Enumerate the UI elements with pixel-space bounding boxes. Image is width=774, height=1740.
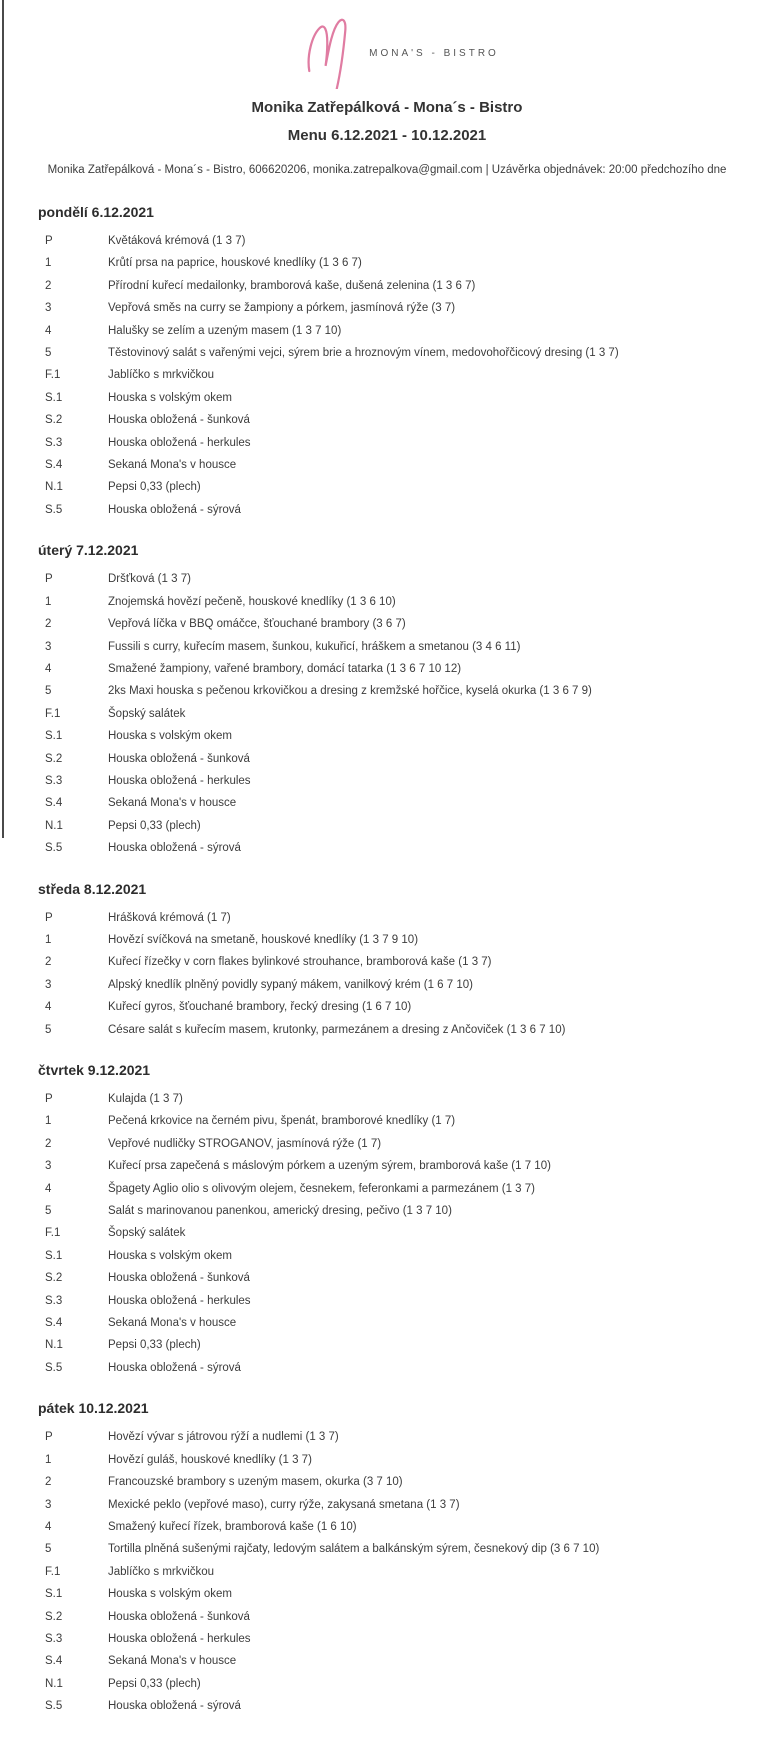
monogram-m-icon: [303, 17, 355, 89]
item-text: Kuřecí prsa zapečená s máslovým pórkem a uzeným sýrem, bramborová kaše (1 7 10): [108, 1160, 551, 1173]
menu-row: [38, 680, 774, 702]
menu-row: [38, 1628, 774, 1650]
item-text: Houska s volským okem: [108, 1588, 232, 1601]
item-code: 5: [45, 1023, 52, 1036]
item-text: Pepsi 0,33 (plech): [108, 481, 201, 494]
menu-row: [38, 996, 774, 1018]
item-code: 4: [45, 1001, 52, 1014]
item-code: S.3: [45, 1632, 63, 1645]
item-code: P: [45, 235, 53, 247]
menu-row: [38, 454, 774, 476]
item-code: 5: [45, 1205, 52, 1218]
item-text: Mexické peklo (vepřové maso), curry rýže, zakysaná smetana (1 3 7): [108, 1498, 460, 1511]
menu-row: [38, 1561, 774, 1583]
item-text: Houska obložená - herkules: [108, 1294, 251, 1307]
item-text: Sekaná Mona's v housce: [108, 459, 237, 472]
item-code: P: [45, 573, 53, 586]
item-text: Hovězí svíčková na smetaně, houskové knedlíky (1 3 7 9 10): [108, 933, 419, 946]
menu-row: [38, 409, 774, 431]
item-text: Houska obložená - herkules: [108, 1632, 251, 1645]
menu-row: [38, 568, 774, 590]
item-code: 5: [45, 685, 52, 698]
menu-row: [38, 1449, 774, 1471]
menu-row: [38, 591, 774, 613]
item-text: Houska s volským okem: [108, 1249, 232, 1262]
day-section: [38, 1398, 774, 1717]
item-text: Houska obložená - sýrová: [108, 1700, 241, 1713]
menu-days: [0, 202, 774, 1718]
item-code: S.5: [45, 1700, 63, 1713]
menu-row: [38, 1133, 774, 1155]
item-text: Tortilla plněná sušenými rajčaty, ledovým salátem a balkánským sýrem, česnekový dip (3 6 7 10): [108, 1543, 600, 1556]
day-rows: [38, 1088, 774, 1379]
item-text: Sekaná Mona's v housce: [108, 1317, 237, 1330]
menu-row: [38, 929, 774, 951]
item-text: Césare salát s kuřecím masem, krutonky, parmezánem a dresing z Ančoviček (1 3 6 7 10): [108, 1023, 566, 1036]
day-section: [38, 1060, 774, 1379]
day-rows: [38, 230, 774, 521]
item-text: Špagety Aglio olio s olivovým olejem, česnekem, feferonkami a parmezánem (1 3 7): [108, 1182, 535, 1195]
day-rows: [38, 907, 774, 1041]
menu-row: [38, 1088, 774, 1110]
item-text: Dršťková (1 3 7): [108, 573, 191, 586]
menu-row: [38, 1516, 774, 1538]
menu-row: [38, 636, 774, 658]
menu-row: [38, 725, 774, 747]
item-code: F.1: [45, 1565, 61, 1578]
item-code: S.2: [45, 414, 63, 427]
menu-row: [38, 951, 774, 973]
item-text: Houska obložená - sýrová: [108, 1361, 241, 1374]
menu-row: [38, 1426, 774, 1448]
day-header: úterý 7.12.2021: [38, 542, 139, 559]
menu-row: [38, 1357, 774, 1379]
item-code: S.4: [45, 459, 63, 472]
item-text: Kulajda (1 3 7): [108, 1093, 183, 1105]
day-section: [38, 540, 774, 859]
item-code: 2: [45, 279, 52, 292]
item-text: Pepsi 0,33 (plech): [108, 1677, 201, 1690]
item-text: Pepsi 0,33 (plech): [108, 819, 201, 832]
item-code: 3: [45, 640, 52, 653]
item-text: Kuřecí řízečky v corn flakes bylinkové strouhance, bramborová kaše (1 3 7): [108, 956, 492, 969]
menu-row: [38, 658, 774, 680]
menu-row: [38, 1019, 774, 1041]
item-text: Pepsi 0,33 (plech): [108, 1339, 201, 1352]
menu-row: [38, 275, 774, 297]
item-text: Houska obložená - šunková: [108, 1272, 250, 1285]
item-code: S.5: [45, 1361, 63, 1374]
item-text: Salát s marinovanou panenkou, americký dresing, pečivo (1 3 7 10): [108, 1205, 452, 1218]
menu-row: [38, 1290, 774, 1312]
item-text: Houska obložená - šunková: [108, 414, 250, 427]
item-code: F.1: [45, 369, 61, 382]
day-header: pátek 10.12.2021: [38, 1400, 149, 1417]
menu-row: [38, 1606, 774, 1628]
item-text: Houska s volským okem: [108, 391, 232, 404]
menu-row: [38, 748, 774, 770]
item-code: S.2: [45, 1272, 63, 1285]
item-text: Jablíčko s mrkvičkou: [108, 1565, 215, 1578]
menu-row: [38, 1200, 774, 1222]
item-code: S.4: [45, 797, 63, 810]
menu-row: [38, 792, 774, 814]
menu-row: [38, 364, 774, 386]
item-code: S.5: [45, 503, 63, 516]
page-title: Monika Zatřepálková - Mona´s - Bistro: [251, 99, 523, 116]
item-code: 4: [45, 662, 52, 675]
item-text: Francouzské brambory s uzeným masem, okurka (3 7 10): [108, 1476, 403, 1489]
menu-row: [38, 703, 774, 725]
day-section: [38, 202, 774, 521]
item-text: Hovězí vývar s játrovou rýží a nudlemi (1 3 7): [108, 1431, 339, 1444]
item-code: S.4: [45, 1317, 63, 1330]
menu-row: [38, 1110, 774, 1132]
item-text: Houska s volským okem: [108, 730, 232, 743]
item-code: P: [45, 1431, 53, 1444]
day-header: pondělí 6.12.2021: [38, 204, 154, 220]
menu-row: [38, 837, 774, 859]
item-code: 4: [45, 1520, 52, 1533]
item-text: Pečená krkovice na černém pivu, špenát, bramborové knedlíky (1 7): [108, 1115, 456, 1128]
menu-row: [38, 974, 774, 996]
item-text: Jablíčko s mrkvičkou: [108, 369, 215, 382]
item-text: Krůtí prsa na paprice, houskové knedlíky (1 3 6 7): [108, 257, 362, 270]
menu-row: [38, 815, 774, 837]
day-rows: [38, 1426, 774, 1717]
item-text: Houska obložená - sýrová: [108, 503, 241, 516]
page-header: [0, 0, 774, 178]
item-code: S.1: [45, 1588, 63, 1601]
item-text: Smažené žampiony, vařené brambory, domácí tatarka (1 3 6 7 10 12): [108, 662, 462, 675]
item-text: Šopský salátek: [108, 1227, 186, 1240]
menu-row: [38, 297, 774, 319]
item-text: Znojemská hovězí pečeně, houskové knedlíky (1 3 6 10): [108, 595, 396, 608]
item-code: S.3: [45, 1294, 63, 1307]
item-text: Kuřecí gyros, šťouchané brambory, řecký dresing (1 6 7 10): [108, 1001, 412, 1014]
item-code: N.1: [45, 819, 63, 832]
item-code: 3: [45, 978, 52, 991]
item-code: 5: [45, 1543, 52, 1556]
item-code: 1: [45, 1453, 52, 1466]
day-header: středa 8.12.2021: [38, 880, 147, 897]
menu-date-range: Menu 6.12.2021 - 10.12.2021: [287, 127, 487, 144]
item-text: Houska obložená - herkules: [108, 774, 251, 787]
item-code: 1: [45, 257, 52, 270]
item-text: Hovězí guláš, houskové knedlíky (1 3 7): [108, 1453, 312, 1466]
item-text: Houska obložená - šunková: [108, 752, 250, 765]
day-section: [38, 879, 774, 1041]
item-text: Těstovinový salát s vařenými vejci, sýrem brie a hroznovým vínem, medovohořčicový dresing (1 3 7): [108, 347, 619, 360]
menu-row: [38, 1538, 774, 1560]
item-text: Alpský knedlík plněný povidly sypaný mákem, vanilkový krém (1 6 7 10): [108, 978, 473, 991]
item-code: N.1: [45, 1339, 63, 1352]
menu-row: [38, 1155, 774, 1177]
item-code: 2: [45, 1476, 52, 1489]
item-code: 1: [45, 1115, 52, 1128]
menu-row: [38, 476, 774, 498]
monogram-m-stroke: [309, 20, 346, 89]
menu-row: [38, 1583, 774, 1605]
logo-wordmark: MONA'S - BISTRO: [369, 47, 499, 59]
item-code: 5: [45, 347, 52, 360]
item-code: 1: [45, 595, 52, 608]
item-text: Houska obložená - šunková: [108, 1610, 250, 1623]
item-code: N.1: [45, 481, 63, 494]
menu-row: [38, 1245, 774, 1267]
day-header: čtvrtek 9.12.2021: [38, 1062, 151, 1078]
menu-row: [38, 1312, 774, 1334]
item-code: S.4: [45, 1655, 63, 1668]
menu-row: [38, 770, 774, 792]
menu-row: [38, 1471, 774, 1493]
page-left-border: [2, 0, 4, 838]
item-code: S.3: [45, 436, 63, 449]
item-code: 4: [45, 1182, 52, 1195]
menu-row: [38, 499, 774, 521]
item-code: 1: [45, 933, 52, 946]
item-code: S.1: [45, 730, 63, 743]
item-text: 2ks Maxi houska s pečenou krkovičkou a dresing z kremžské hořčice, kyselá okurka (1 3 6 7 9): [108, 685, 592, 698]
menu-row: [38, 342, 774, 364]
menu-row: [38, 1178, 774, 1200]
bistro-logo: [14, 16, 774, 90]
menu-row: [38, 1695, 774, 1717]
item-code: P: [45, 911, 53, 924]
item-code: 3: [45, 1498, 52, 1511]
item-code: S.1: [45, 1249, 63, 1262]
item-text: Vepřové nudličky STROGANOV, jasmínová rýže (1 7): [108, 1137, 382, 1150]
menu-row: [38, 1650, 774, 1672]
menu-row: [38, 432, 774, 454]
menu-row: [38, 1334, 774, 1356]
item-code: 3: [45, 1160, 52, 1173]
item-code: S.1: [45, 391, 63, 404]
item-code: S.2: [45, 752, 63, 765]
item-text: Sekaná Mona's v housce: [108, 1655, 237, 1668]
item-text: Houska obložená - sýrová: [108, 842, 241, 855]
item-code: F.1: [45, 707, 61, 720]
menu-row: [38, 613, 774, 635]
menu-row: [38, 1222, 774, 1244]
item-text: Vepřová směs na curry se žampiony a pórkem, jasmínová rýže (3 7): [108, 302, 456, 315]
item-text: Smažený kuřecí řízek, bramborová kaše (1 6 10): [108, 1520, 357, 1533]
item-text: Houska obložená - herkules: [108, 436, 251, 449]
item-text: Fussili s curry, kuřecím masem, šunkou, kukuřicí, hráškem a smetanou (3 4 6 11): [108, 640, 521, 653]
item-code: S.2: [45, 1610, 63, 1623]
item-text: Sekaná Mona's v housce: [108, 797, 237, 810]
item-code: 4: [45, 324, 52, 337]
item-code: N.1: [45, 1677, 63, 1690]
item-text: Přírodní kuřecí medailonky, bramborová kaše, dušená zelenina (1 3 6 7): [108, 279, 476, 292]
item-code: F.1: [45, 1227, 61, 1240]
item-code: S.3: [45, 774, 63, 787]
item-text: Hrášková krémová (1 7): [108, 911, 231, 924]
item-text: Vepřová líčka v BBQ omáčce, šťouchané brambory (3 6 7): [108, 618, 406, 631]
item-text: Květáková krémová (1 3 7): [108, 235, 246, 247]
item-text: Šopský salátek: [108, 707, 186, 720]
item-code: S.5: [45, 842, 63, 855]
item-code: 3: [45, 302, 52, 315]
contact-line: Monika Zatřepálková - Mona´s - Bistro, 606620206, monika.zatrepalkova@gmail.com | Uzávěrka objednávek: 20:00 předchozího dne: [47, 164, 727, 176]
item-code: 2: [45, 618, 52, 631]
menu-row: [38, 230, 774, 252]
menu-row: [38, 1673, 774, 1695]
day-rows: [38, 568, 774, 859]
item-text: Halušky se zelím a uzeným masem (1 3 7 10): [108, 324, 342, 337]
menu-row: [38, 387, 774, 409]
item-code: P: [45, 1093, 53, 1105]
menu-row: [38, 252, 774, 274]
menu-row: [38, 320, 774, 342]
item-code: 2: [45, 956, 52, 969]
menu-row: [38, 1494, 774, 1516]
item-code: 2: [45, 1137, 52, 1150]
menu-row: [38, 907, 774, 929]
menu-row: [38, 1267, 774, 1289]
